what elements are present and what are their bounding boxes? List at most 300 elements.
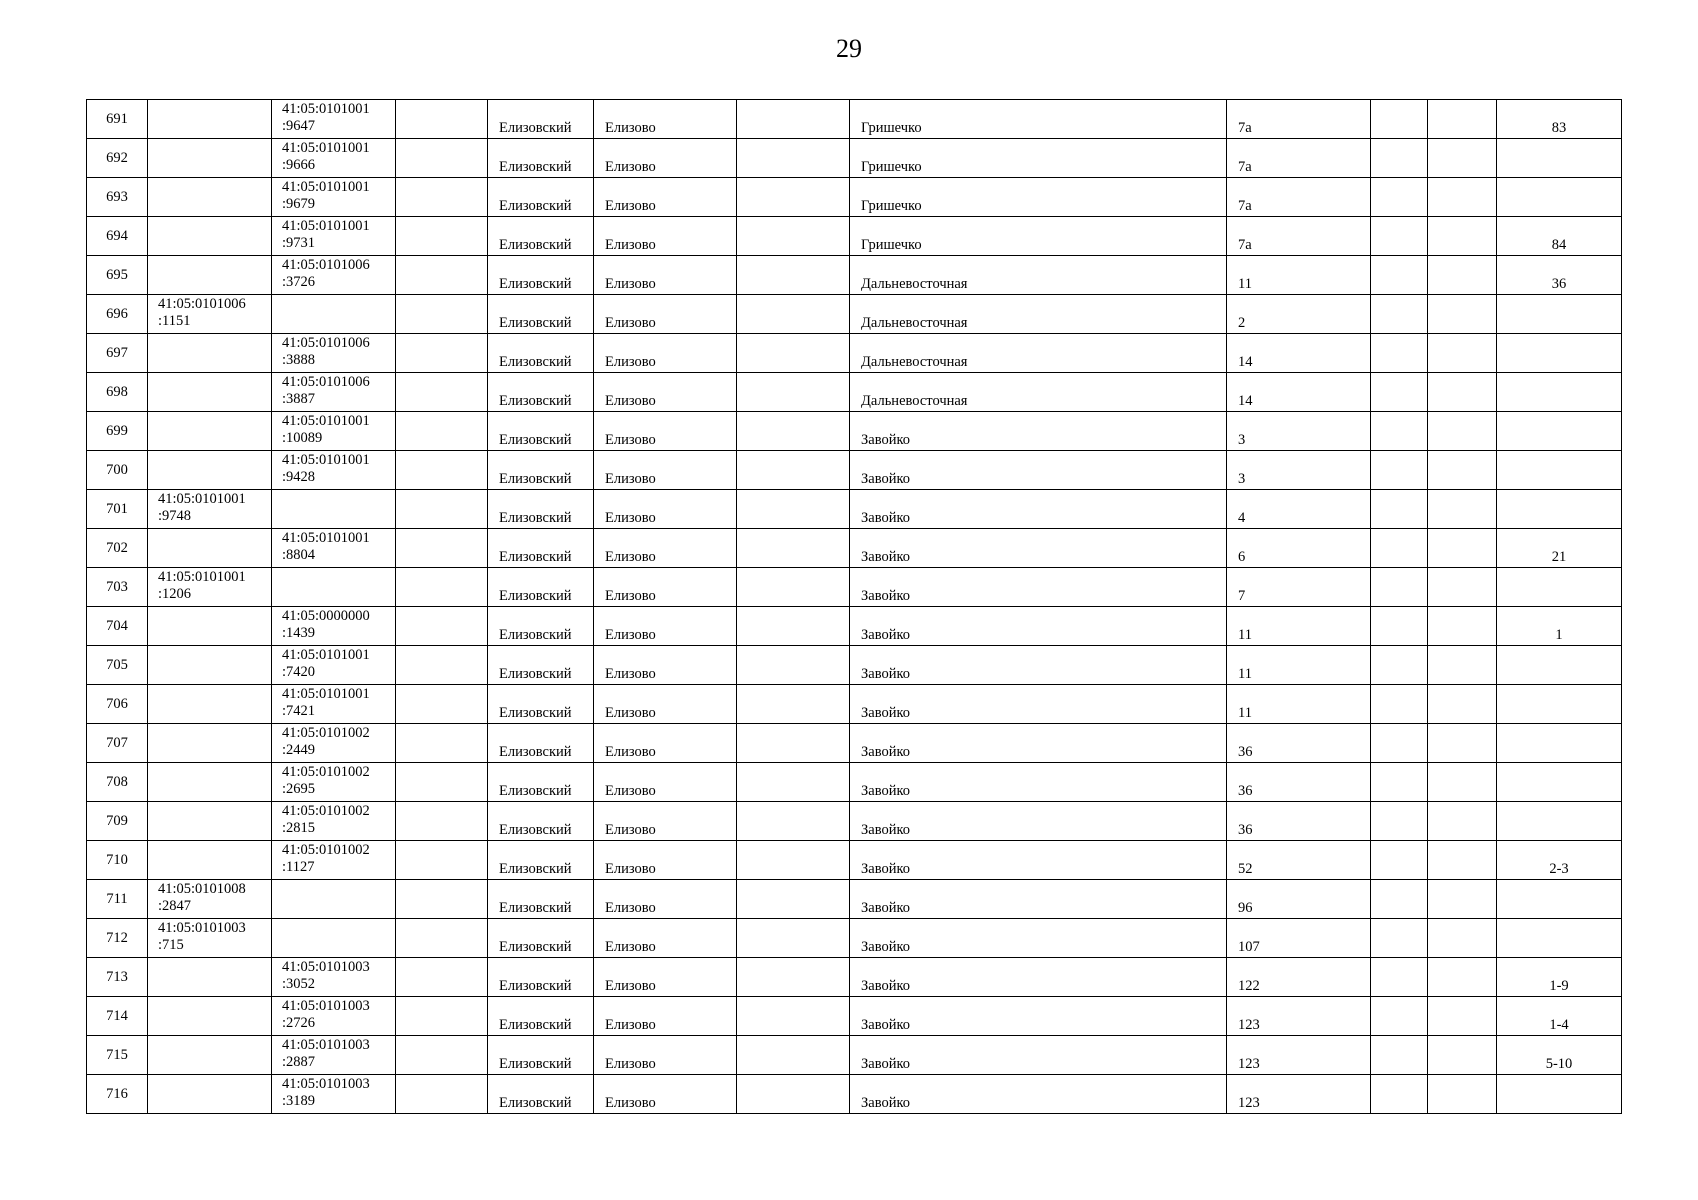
cadastral-number-b-line: 41:05:0101001 — [282, 452, 370, 468]
house-cell: 11 — [1227, 256, 1371, 295]
empty-cell — [396, 919, 488, 958]
city-cell: Елизово — [594, 802, 737, 841]
cadastral-number-b-line: :3887 — [282, 391, 316, 407]
cadastral-number-b-line: 41:05:0101001 — [282, 218, 370, 234]
cadastral-number-a — [148, 1075, 272, 1114]
empty-cell — [1371, 1036, 1428, 1075]
city-cell: Елизово — [594, 1036, 737, 1075]
cadastral-number-a — [148, 685, 272, 724]
district-cell: Елизовский — [488, 334, 594, 373]
empty-cell — [1371, 178, 1428, 217]
apartment-cell — [1497, 451, 1622, 490]
empty-cell — [1428, 256, 1497, 295]
table-row — [87, 256, 1622, 295]
cadastral-number-b-line: 41:05:0101003 — [282, 959, 370, 975]
row-number: 714 — [87, 997, 148, 1036]
table-row — [87, 295, 1622, 334]
cadastral-number-b — [272, 256, 396, 295]
empty-cell — [1428, 685, 1497, 724]
cadastral-number-b-line: 41:05:0101003 — [282, 1076, 370, 1092]
street-cell: Завойко — [850, 841, 1227, 880]
cadastral-number-b-line: :2449 — [282, 742, 316, 758]
cadastral-number-a — [148, 451, 272, 490]
apartment-cell: 5-10 — [1497, 1036, 1622, 1075]
row-number: 699 — [87, 412, 148, 451]
empty-cell — [396, 607, 488, 646]
house-cell: 14 — [1227, 373, 1371, 412]
city-cell: Елизово — [594, 763, 737, 802]
table-row — [87, 412, 1622, 451]
empty-cell — [737, 1036, 850, 1075]
empty-cell — [737, 880, 850, 919]
street-cell: Дальневосточная — [850, 295, 1227, 334]
city-cell: Елизово — [594, 256, 737, 295]
cadastral-number-b — [272, 919, 396, 958]
district-cell: Елизовский — [488, 139, 594, 178]
district-cell: Елизовский — [488, 100, 594, 139]
house-cell: 7а — [1227, 178, 1371, 217]
row-number: 698 — [87, 373, 148, 412]
empty-cell — [1428, 1036, 1497, 1075]
empty-cell — [737, 217, 850, 256]
empty-cell — [1371, 451, 1428, 490]
district-cell: Елизовский — [488, 763, 594, 802]
street-cell: Завойко — [850, 1036, 1227, 1075]
table-row — [87, 802, 1622, 841]
apartment-cell: 21 — [1497, 529, 1622, 568]
district-cell: Елизовский — [488, 529, 594, 568]
city-cell: Елизово — [594, 607, 737, 646]
city-cell: Елизово — [594, 568, 737, 607]
empty-cell — [396, 451, 488, 490]
table-row — [87, 178, 1622, 217]
city-cell: Елизово — [594, 412, 737, 451]
row-number: 712 — [87, 919, 148, 958]
empty-cell — [1428, 178, 1497, 217]
apartment-cell — [1497, 724, 1622, 763]
cadastral-number-b — [272, 841, 396, 880]
house-cell: 11 — [1227, 607, 1371, 646]
empty-cell — [737, 685, 850, 724]
city-cell: Елизово — [594, 100, 737, 139]
street-cell: Завойко — [850, 646, 1227, 685]
cadastral-number-b-line: 41:05:0101006 — [282, 257, 370, 273]
empty-cell — [1371, 958, 1428, 997]
city-cell: Елизово — [594, 217, 737, 256]
cadastral-number-b-line: :1127 — [282, 859, 315, 875]
empty-cell — [396, 763, 488, 802]
cadastral-number-b — [272, 685, 396, 724]
table-row — [87, 373, 1622, 412]
apartment-cell — [1497, 685, 1622, 724]
table-row — [87, 685, 1622, 724]
district-cell: Елизовский — [488, 412, 594, 451]
empty-cell — [737, 802, 850, 841]
row-number: 691 — [87, 100, 148, 139]
cadastral-number-b-line: :9666 — [282, 157, 316, 173]
registry-body — [87, 100, 1622, 1114]
city-cell: Елизово — [594, 490, 737, 529]
district-cell: Елизовский — [488, 958, 594, 997]
cadastral-number-b-line: 41:05:0101001 — [282, 647, 370, 663]
street-cell: Дальневосточная — [850, 373, 1227, 412]
empty-cell — [737, 841, 850, 880]
house-cell: 3 — [1227, 451, 1371, 490]
street-cell: Завойко — [850, 958, 1227, 997]
street-cell: Завойко — [850, 529, 1227, 568]
registry-table — [86, 99, 1622, 1114]
street-cell: Завойко — [850, 412, 1227, 451]
row-number: 715 — [87, 1036, 148, 1075]
table-row — [87, 841, 1622, 880]
row-number: 711 — [87, 880, 148, 919]
street-cell: Завойко — [850, 451, 1227, 490]
row-number: 694 — [87, 217, 148, 256]
table-row — [87, 724, 1622, 763]
cadastral-number-b — [272, 997, 396, 1036]
empty-cell — [737, 256, 850, 295]
apartment-cell: 2-3 — [1497, 841, 1622, 880]
cadastral-number-b-line: :7421 — [282, 703, 316, 719]
empty-cell — [396, 802, 488, 841]
empty-cell — [1428, 568, 1497, 607]
cadastral-number-b-line: 41:05:0101006 — [282, 335, 370, 351]
empty-cell — [1428, 880, 1497, 919]
row-number: 708 — [87, 763, 148, 802]
cadastral-number-a — [148, 568, 272, 607]
cadastral-number-a — [148, 646, 272, 685]
row-number: 704 — [87, 607, 148, 646]
city-cell: Елизово — [594, 919, 737, 958]
row-number: 705 — [87, 646, 148, 685]
cadastral-number-a — [148, 256, 272, 295]
cadastral-number-b — [272, 529, 396, 568]
cadastral-number-b — [272, 1075, 396, 1114]
house-cell: 36 — [1227, 802, 1371, 841]
table-row — [87, 607, 1622, 646]
empty-cell — [737, 1075, 850, 1114]
cadastral-number-b-line: :10089 — [282, 430, 323, 446]
cadastral-number-b-line: 41:05:0101002 — [282, 725, 370, 741]
row-number: 703 — [87, 568, 148, 607]
table-row — [87, 100, 1622, 139]
empty-cell — [1428, 412, 1497, 451]
apartment-cell — [1497, 919, 1622, 958]
empty-cell — [396, 646, 488, 685]
empty-cell — [1371, 568, 1428, 607]
empty-cell — [1371, 802, 1428, 841]
empty-cell — [1371, 763, 1428, 802]
cadastral-number-b-line: 41:05:0101003 — [282, 1037, 370, 1053]
cadastral-number-a-line: :1151 — [158, 313, 191, 329]
city-cell: Елизово — [594, 685, 737, 724]
cadastral-number-a-line: :715 — [158, 937, 184, 953]
street-cell: Дальневосточная — [850, 256, 1227, 295]
apartment-cell: 1-9 — [1497, 958, 1622, 997]
house-cell: 52 — [1227, 841, 1371, 880]
table-row — [87, 1036, 1622, 1075]
cadastral-number-b — [272, 217, 396, 256]
city-cell: Елизово — [594, 841, 737, 880]
table-row — [87, 919, 1622, 958]
empty-cell — [1428, 841, 1497, 880]
empty-cell — [396, 841, 488, 880]
empty-cell — [737, 490, 850, 529]
empty-cell — [1371, 412, 1428, 451]
street-cell: Завойко — [850, 997, 1227, 1036]
city-cell: Елизово — [594, 880, 737, 919]
cadastral-number-a-line: 41:05:0101001 — [158, 491, 246, 507]
table-row — [87, 880, 1622, 919]
city-cell: Елизово — [594, 646, 737, 685]
empty-cell — [737, 451, 850, 490]
empty-cell — [737, 958, 850, 997]
cadastral-number-b-line: :2726 — [282, 1015, 316, 1031]
district-cell: Елизовский — [488, 997, 594, 1036]
empty-cell — [737, 529, 850, 568]
cadastral-number-b — [272, 178, 396, 217]
street-cell: Завойко — [850, 490, 1227, 529]
cadastral-number-a — [148, 763, 272, 802]
city-cell: Елизово — [594, 958, 737, 997]
table-row — [87, 763, 1622, 802]
district-cell: Елизовский — [488, 880, 594, 919]
cadastral-number-a-line: 41:05:0101008 — [158, 881, 246, 897]
cadastral-number-a — [148, 919, 272, 958]
empty-cell — [1428, 490, 1497, 529]
table-row — [87, 529, 1622, 568]
row-number: 696 — [87, 295, 148, 334]
empty-cell — [737, 334, 850, 373]
empty-cell — [1371, 334, 1428, 373]
table-row — [87, 1075, 1622, 1114]
page-number: 29 — [836, 34, 862, 63]
district-cell: Елизовский — [488, 373, 594, 412]
empty-cell — [1428, 529, 1497, 568]
cadastral-number-b-line: 41:05:0101001 — [282, 530, 370, 546]
empty-cell — [396, 1036, 488, 1075]
empty-cell — [1371, 685, 1428, 724]
cadastral-number-a-line: :9748 — [158, 508, 192, 524]
cadastral-number-b-line: :7420 — [282, 664, 316, 680]
empty-cell — [1371, 529, 1428, 568]
cadastral-number-b-line: :2815 — [282, 820, 316, 836]
street-cell: Завойко — [850, 607, 1227, 646]
empty-cell — [737, 919, 850, 958]
city-cell: Елизово — [594, 997, 737, 1036]
row-number: 707 — [87, 724, 148, 763]
empty-cell — [396, 685, 488, 724]
city-cell: Елизово — [594, 178, 737, 217]
empty-cell — [737, 295, 850, 334]
cadastral-number-b — [272, 763, 396, 802]
empty-cell — [737, 100, 850, 139]
empty-cell — [1428, 919, 1497, 958]
cadastral-number-a — [148, 217, 272, 256]
cadastral-number-b-line: :3726 — [282, 274, 316, 290]
empty-cell — [1428, 451, 1497, 490]
empty-cell — [1428, 802, 1497, 841]
cadastral-number-b-line: :9679 — [282, 196, 316, 212]
street-cell: Завойко — [850, 1075, 1227, 1114]
house-cell: 7а — [1227, 217, 1371, 256]
cadastral-number-b — [272, 412, 396, 451]
cadastral-number-b-line: :3189 — [282, 1093, 316, 1109]
apartment-cell: 84 — [1497, 217, 1622, 256]
cadastral-number-a — [148, 139, 272, 178]
cadastral-number-b-line: 41:05:0101002 — [282, 842, 370, 858]
cadastral-number-a — [148, 490, 272, 529]
cadastral-number-b — [272, 373, 396, 412]
street-cell: Завойко — [850, 919, 1227, 958]
empty-cell — [396, 412, 488, 451]
empty-cell — [1428, 373, 1497, 412]
street-cell: Завойко — [850, 802, 1227, 841]
street-cell: Завойко — [850, 568, 1227, 607]
empty-cell — [1371, 100, 1428, 139]
empty-cell — [396, 100, 488, 139]
empty-cell — [1428, 217, 1497, 256]
table-row — [87, 490, 1622, 529]
cadastral-number-b-line: 41:05:0000000 — [282, 608, 370, 624]
house-cell: 14 — [1227, 334, 1371, 373]
cadastral-number-b-line: 41:05:0101006 — [282, 374, 370, 390]
cadastral-number-b-line: 41:05:0101001 — [282, 140, 370, 156]
empty-cell — [1428, 646, 1497, 685]
cadastral-number-b-line: :2887 — [282, 1054, 316, 1070]
house-cell: 96 — [1227, 880, 1371, 919]
row-number: 700 — [87, 451, 148, 490]
house-cell: 7а — [1227, 100, 1371, 139]
house-cell: 107 — [1227, 919, 1371, 958]
cadastral-number-b — [272, 1036, 396, 1075]
house-cell: 123 — [1227, 1075, 1371, 1114]
street-cell: Гришечко — [850, 178, 1227, 217]
empty-cell — [396, 334, 488, 373]
table-row — [87, 958, 1622, 997]
cadastral-number-b — [272, 334, 396, 373]
cadastral-number-b-line: 41:05:0101001 — [282, 101, 370, 117]
street-cell: Завойко — [850, 880, 1227, 919]
cadastral-number-a — [148, 373, 272, 412]
row-number: 716 — [87, 1075, 148, 1114]
cadastral-number-b — [272, 451, 396, 490]
apartment-cell — [1497, 412, 1622, 451]
street-cell: Гришечко — [850, 100, 1227, 139]
row-number: 709 — [87, 802, 148, 841]
apartment-cell — [1497, 490, 1622, 529]
empty-cell — [737, 568, 850, 607]
cadastral-number-a — [148, 295, 272, 334]
empty-cell — [1371, 490, 1428, 529]
table-row — [87, 997, 1622, 1036]
cadastral-number-a — [148, 880, 272, 919]
empty-cell — [1371, 256, 1428, 295]
cadastral-number-a-line: 41:05:0101001 — [158, 569, 246, 585]
cadastral-number-b-line: 41:05:0101002 — [282, 764, 370, 780]
house-cell: 36 — [1227, 724, 1371, 763]
empty-cell — [1428, 100, 1497, 139]
district-cell: Елизовский — [488, 1075, 594, 1114]
cadastral-number-b-line: 41:05:0101003 — [282, 998, 370, 1014]
cadastral-number-a-line: 41:05:0101003 — [158, 920, 246, 936]
empty-cell — [737, 997, 850, 1036]
district-cell: Елизовский — [488, 841, 594, 880]
empty-cell — [396, 490, 488, 529]
table-row — [87, 646, 1622, 685]
street-cell: Дальневосточная — [850, 334, 1227, 373]
cadastral-number-a — [148, 178, 272, 217]
house-cell: 11 — [1227, 646, 1371, 685]
street-cell: Завойко — [850, 685, 1227, 724]
cadastral-number-a — [148, 607, 272, 646]
city-cell: Елизово — [594, 724, 737, 763]
empty-cell — [1371, 139, 1428, 178]
row-number: 706 — [87, 685, 148, 724]
cadastral-number-a — [148, 412, 272, 451]
district-cell: Елизовский — [488, 568, 594, 607]
row-number: 693 — [87, 178, 148, 217]
empty-cell — [396, 1075, 488, 1114]
empty-cell — [1428, 334, 1497, 373]
empty-cell — [737, 607, 850, 646]
empty-cell — [396, 529, 488, 568]
district-cell: Елизовский — [488, 685, 594, 724]
empty-cell — [737, 724, 850, 763]
empty-cell — [737, 646, 850, 685]
apartment-cell — [1497, 568, 1622, 607]
house-cell: 6 — [1227, 529, 1371, 568]
cadastral-number-b — [272, 295, 396, 334]
cadastral-number-b — [272, 139, 396, 178]
district-cell: Елизовский — [488, 1036, 594, 1075]
empty-cell — [396, 256, 488, 295]
empty-cell — [396, 880, 488, 919]
table-row — [87, 451, 1622, 490]
empty-cell — [396, 958, 488, 997]
empty-cell — [1428, 607, 1497, 646]
cadastral-number-b — [272, 607, 396, 646]
apartment-cell — [1497, 334, 1622, 373]
house-cell: 7 — [1227, 568, 1371, 607]
row-number: 710 — [87, 841, 148, 880]
empty-cell — [396, 997, 488, 1036]
empty-cell — [737, 763, 850, 802]
cadastral-number-b — [272, 490, 396, 529]
apartment-cell — [1497, 880, 1622, 919]
cadastral-number-a — [148, 1036, 272, 1075]
cadastral-number-b — [272, 958, 396, 997]
cadastral-number-b — [272, 568, 396, 607]
district-cell: Елизовский — [488, 802, 594, 841]
cadastral-number-b-line: :8804 — [282, 547, 316, 563]
cadastral-number-a — [148, 841, 272, 880]
table-row — [87, 217, 1622, 256]
house-cell: 4 — [1227, 490, 1371, 529]
empty-cell — [396, 568, 488, 607]
apartment-cell — [1497, 295, 1622, 334]
cadastral-number-a — [148, 958, 272, 997]
cadastral-number-a — [148, 100, 272, 139]
empty-cell — [1371, 724, 1428, 763]
street-cell: Завойко — [850, 763, 1227, 802]
empty-cell — [1428, 724, 1497, 763]
city-cell: Елизово — [594, 373, 737, 412]
empty-cell — [1371, 607, 1428, 646]
empty-cell — [1428, 295, 1497, 334]
empty-cell — [1371, 997, 1428, 1036]
street-cell: Гришечко — [850, 217, 1227, 256]
